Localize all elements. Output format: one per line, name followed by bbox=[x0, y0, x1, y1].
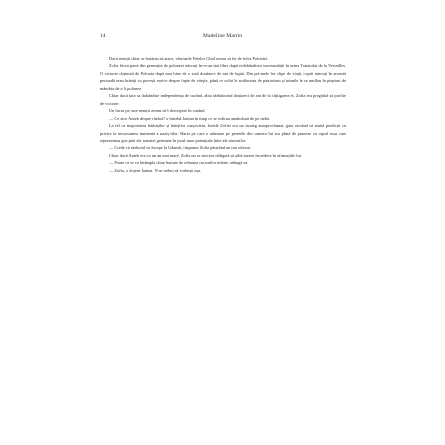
running-head-author: Madeline Martin bbox=[202, 33, 243, 39]
dialogue-paragraph: — Crede că războiul va începe la Gdansk, răspunse Zofia păstrând un ton relaxat. bbox=[109, 145, 251, 151]
paragraph: Dacă nemții chiar se hotărau să atace, eforturile Fetelor Ghid aveau să fie de folos Poloniei. bbox=[109, 56, 269, 61]
page-number: 14 bbox=[100, 33, 106, 39]
paragraph: Chiar dacă țara sa dobândise independența de curând, abia sărbătorind douăzeci de ani de la câștigarea ei, Zofia era pregătită să profite de victorie. bbox=[100, 93, 346, 106]
paragraph: La fel ca majoritatea bărbaților și băieților varșovieni, fratele Zofiei era un strateg autoproclamat, gata oricând să emită predicții cu privire la incursiunea iminentă a naziș-tilor. Harta pe care o atârnase pe peretele din camera lui era plină de pioneze cu capul roșu care reprezentau gru-pări ale armatei germane în jurul unor potențiale ținte ale atacurilor. bbox=[100, 123, 346, 143]
paragraph: Un lucru pe care nemții aveau să-l descopere în curând. bbox=[109, 108, 206, 114]
dialogue-paragraph: — Ce zice Antek despre război? o întrebă Janina în timp ce se ridicau amândouă de pe iarbă. bbox=[109, 115, 271, 121]
paragraph: Zofia făcea parte din generația de polonezi născuți în-tr-un stat liber după redobândirea suveranității în urma Tratatului de la Versailles. O victorie obținută de Polonia după mai bine de o sută douăzeci de ani de luptă. Din pri-mele lor clipe de viață, copiii născuți în această perioadă erau hrăniți cu povești eroice despre fapte de vitejie, până ce ochii le străluceau de patriotism și inimile le se umflau în piepturi de mândria de a fi polonez. bbox=[100, 63, 346, 91]
page-header bbox=[100, 31, 345, 41]
dialogue-paragraph: — Zofia, o dojeni Janina. N-ar trebui să vorbești așa. bbox=[109, 167, 202, 173]
paragraph: Chiar dacă Antek era cu un an mai mare, Zofia nu se sim-țea obligată să aibă mereu încredere în afirmațiile lui. bbox=[109, 152, 302, 158]
dialogue-paragraph: — Poate că se va întâmpla chiar înainte de reluarea cursurilor mâine, adăugă ea. bbox=[109, 160, 249, 166]
body-text bbox=[100, 55, 346, 174]
